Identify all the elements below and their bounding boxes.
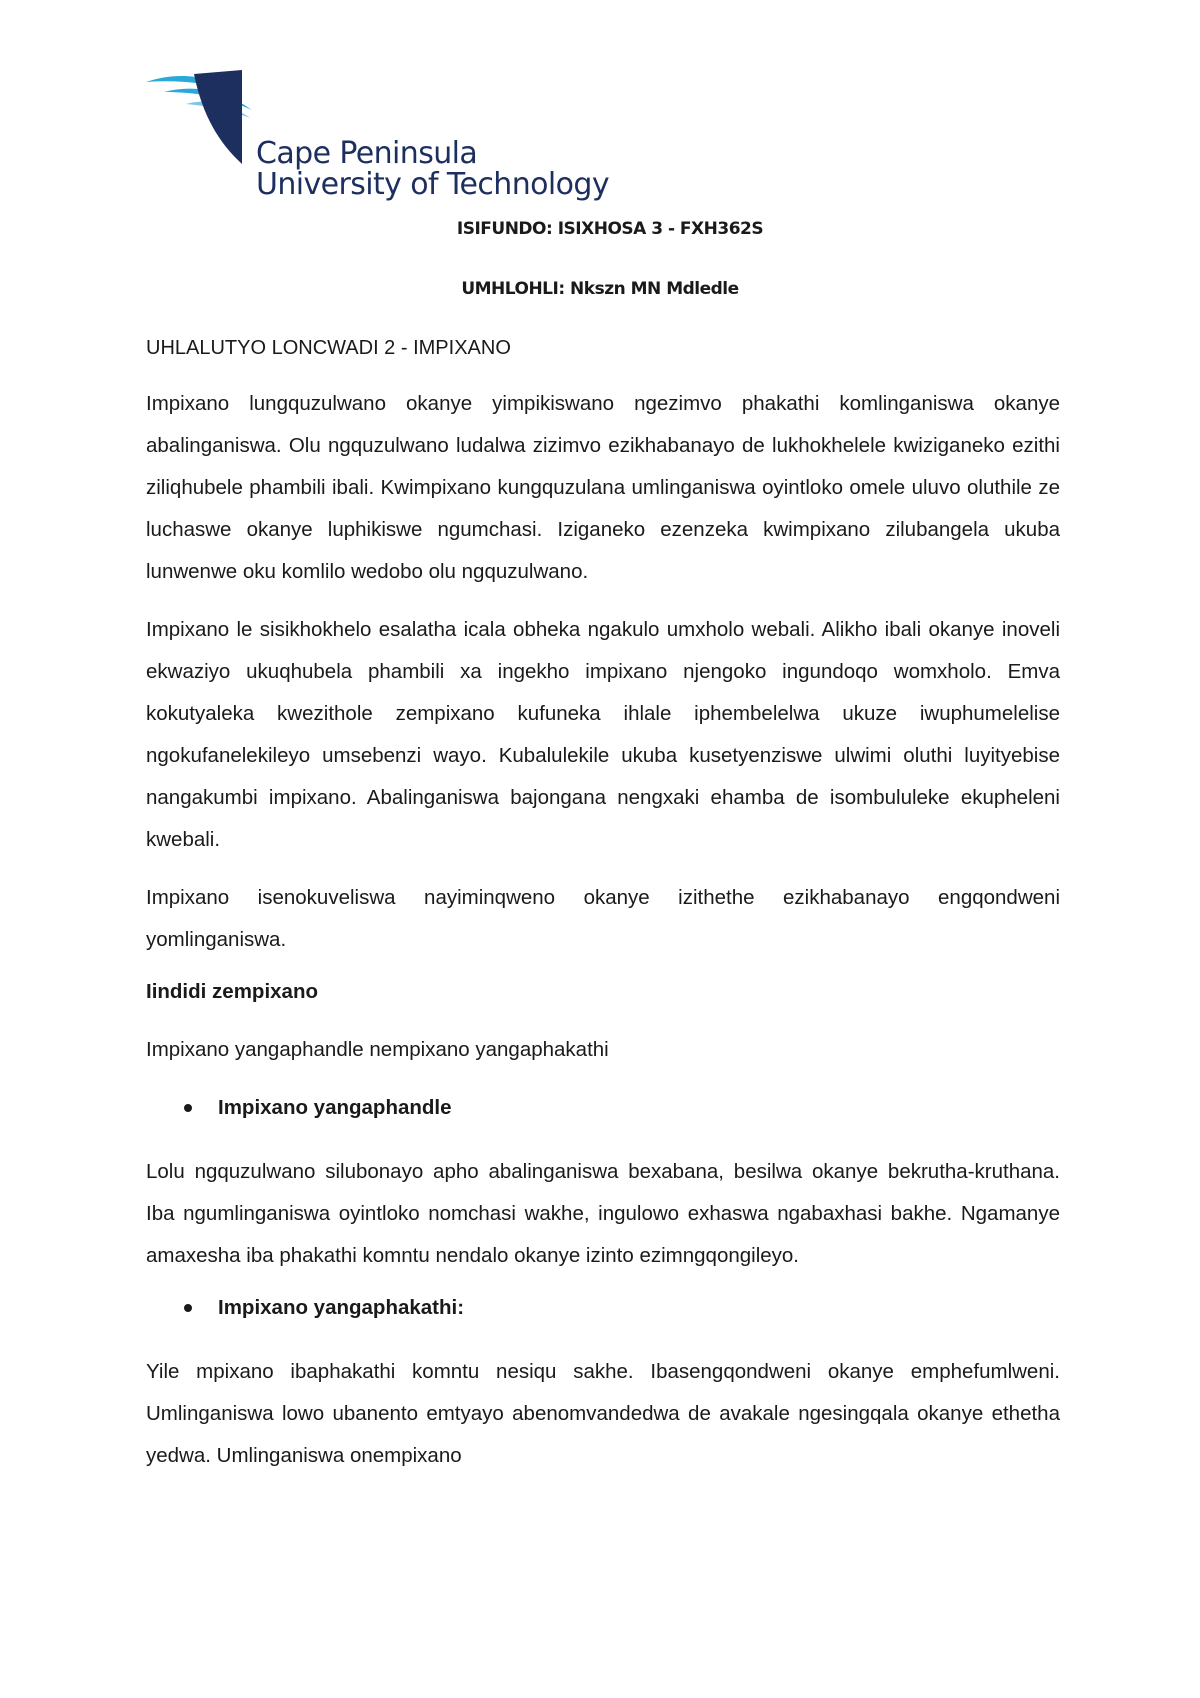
bullet-external [146, 1093, 1060, 1123]
paragraph-3: Impixano isenokuveliswa nayiminqweno okanye izithethe ezikhabanayo engqondweni yomlinganiswa. [146, 886, 1060, 951]
logo-line-1: Cape Peninsula [256, 136, 478, 171]
logo-line-2: University of Technology [256, 167, 609, 202]
types-intro: Impixano yangaphandle nempixano yangaphakathi [146, 1038, 609, 1061]
types-heading: Iindidi zempixano [146, 980, 318, 1003]
bullet-internal-label: Impixano yangaphakathi: [218, 1296, 465, 1319]
document-title: UHLALUTYO LONCWADI 2 - IMPIXANO [146, 337, 511, 359]
external-conflict-paragraph: Lolu ngquzulwano silubonayo apho abalinganiswa bexabana, besilwa okanye bekrutha-kruthana. Iba ngumlinganiswa oyintloko nomchasi wakhe, ingulowo exhaswa ngabaxhasi bakhe. Ngamanye amaxesha iba phakathi komntu nendalo okanye izinto ezimngqongileyo. [146, 1160, 1060, 1267]
paragraph-2: Impixano le sisikhokhelo esalatha icala obheka ngakulo umxholo webali. Alikho ibali okanye inoveli ekwaziyo ukuqhubela phambili xa ingekho impixano njengoko ingundoqo womxholo. Emva kokutyaleka kwezithole zempixano kufuneka ihlale iphembelelwa ukuze iwuphumelelise ngokufanelekileyo umsebenzi wayo. Kubalulekile ukuba kusetyenziswe ulwimi oluthi luyityebise nangakumbi impixano. Abalinganiswa bajongana nengxaki ehamba de isombululeke ekupheleni kwebali. [146, 618, 1060, 851]
bullet-dot-icon [184, 1104, 192, 1112]
university-logo [146, 70, 609, 210]
logo-wordmark [256, 138, 609, 200]
internal-conflict-paragraph: Yile mpixano ibaphakathi komntu nesiqu sakhe. Ibasengqondweni okanye emphefumlweni. Umlinganiswa lowo ubanento emtyayo abenomvandedwa de avakale ngesingqala okanye ethetha yedwa. Umlinganiswa onempixano [146, 1360, 1060, 1467]
bullet-internal [146, 1293, 1060, 1323]
paragraph-1: Impixano lungquzulwano okanye yimpikiswano ngezimvo phakathi komlinganiswa okanye abalinganiswa. Olu ngquzulwano ludalwa zizimvo ezikhabanayo de lukhokhelele kwiziganeko ezithi ziliqhubele phambili ibali. Kwimpixano kungquzulana umlinganiswa oyintloko omele uluvo oluthile ze luchaswe okanye luphikiswe ngumchasi. Iziganeko ezenzeka kwimpixano zilubangela ukuba lunwenwe oku komlilo wedobo olu ngquzulwano. [146, 392, 1060, 583]
document-body [146, 333, 1060, 1493]
bullet-dot-icon [184, 1304, 192, 1312]
course-heading: ISIFUNDO: ISIXHOSA 3 - FXH362S [456, 219, 764, 239]
bullet-external-label: Impixano yangaphandle [218, 1096, 452, 1119]
lecturer-heading: UMHLOHLI: Nkszn MN Mdledle [461, 279, 739, 299]
